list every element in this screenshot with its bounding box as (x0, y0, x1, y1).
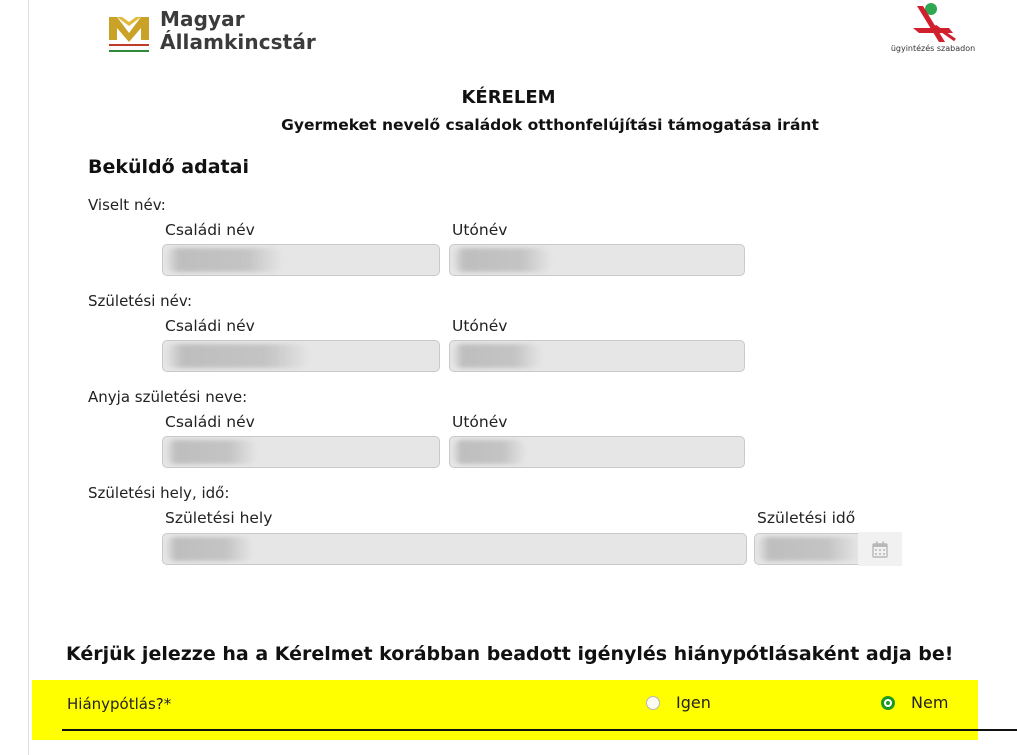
free-service-logo[interactable] (888, 2, 978, 62)
redacted-value (452, 440, 526, 464)
mother-family-name-label: Családi név (165, 413, 255, 431)
radio-igen-label[interactable]: Igen (676, 693, 711, 712)
date-picker-button[interactable] (858, 532, 902, 566)
resubmission-question-label: Hiánypótlás?* (67, 695, 172, 713)
birth-family-name-label: Családi név (165, 317, 255, 335)
page-left-border (28, 0, 29, 755)
birth-given-name-input[interactable] (449, 340, 745, 372)
page-subtitle: Gyermeket nevelő családok otthonfelújítási támogatása iránt (281, 116, 819, 134)
current-given-name-input[interactable] (449, 244, 745, 276)
radio-igen[interactable] (646, 696, 660, 710)
redacted-value (452, 248, 552, 272)
radio-nem-label[interactable]: Nem (911, 693, 949, 712)
group-label-current-name: Viselt név: (88, 196, 166, 214)
current-family-name-input[interactable] (162, 244, 440, 276)
treasury-crown-icon (108, 8, 150, 52)
group-label-birth-name: Születési név: (88, 292, 193, 310)
treasury-logo-text (160, 8, 316, 54)
radio-nem[interactable] (881, 696, 895, 710)
redacted-value (165, 248, 283, 272)
question-underline (62, 729, 1017, 731)
section-title: Beküldő adatai (88, 156, 249, 178)
resubmission-notice: Kérjük jelezze ha a Kérelmet korábban beadott igénylés hiánypótlásaként adja be! (66, 643, 954, 665)
birth-place-label: Születési hely (165, 509, 273, 527)
birth-family-name-input[interactable] (162, 340, 440, 372)
calendar-icon (872, 541, 888, 558)
treasury-logo[interactable] (108, 6, 328, 56)
mother-given-name-input[interactable] (449, 436, 745, 468)
page-title: KÉRELEM (461, 87, 556, 108)
birth-given-name-label: Utónév (452, 317, 508, 335)
redacted-value (165, 344, 310, 368)
radio-option-igen[interactable] (646, 693, 711, 712)
mother-given-name-label: Utónév (452, 413, 508, 431)
group-label-mother-name: Anyja születési neve: (88, 388, 248, 406)
resubmission-question-row (32, 680, 978, 740)
birth-date-input[interactable] (754, 533, 858, 565)
free-service-caption: ügyintézés szabadon (890, 44, 976, 53)
redacted-value (165, 440, 257, 464)
redacted-value (165, 537, 253, 561)
logo-line-2: Államkincstár (160, 30, 316, 54)
free-service-icon (909, 2, 957, 46)
logo-line-1: Magyar (160, 7, 245, 31)
birth-place-input[interactable] (162, 533, 747, 565)
group-label-birth-place-date: Születési hely, idő: (88, 484, 230, 502)
redacted-value (757, 537, 858, 561)
redacted-value (452, 344, 542, 368)
mother-family-name-input[interactable] (162, 436, 440, 468)
current-family-name-label: Családi név (165, 221, 255, 239)
current-given-name-label: Utónév (452, 221, 508, 239)
birth-date-label: Születési idő (757, 509, 856, 527)
radio-option-nem[interactable] (881, 693, 948, 712)
